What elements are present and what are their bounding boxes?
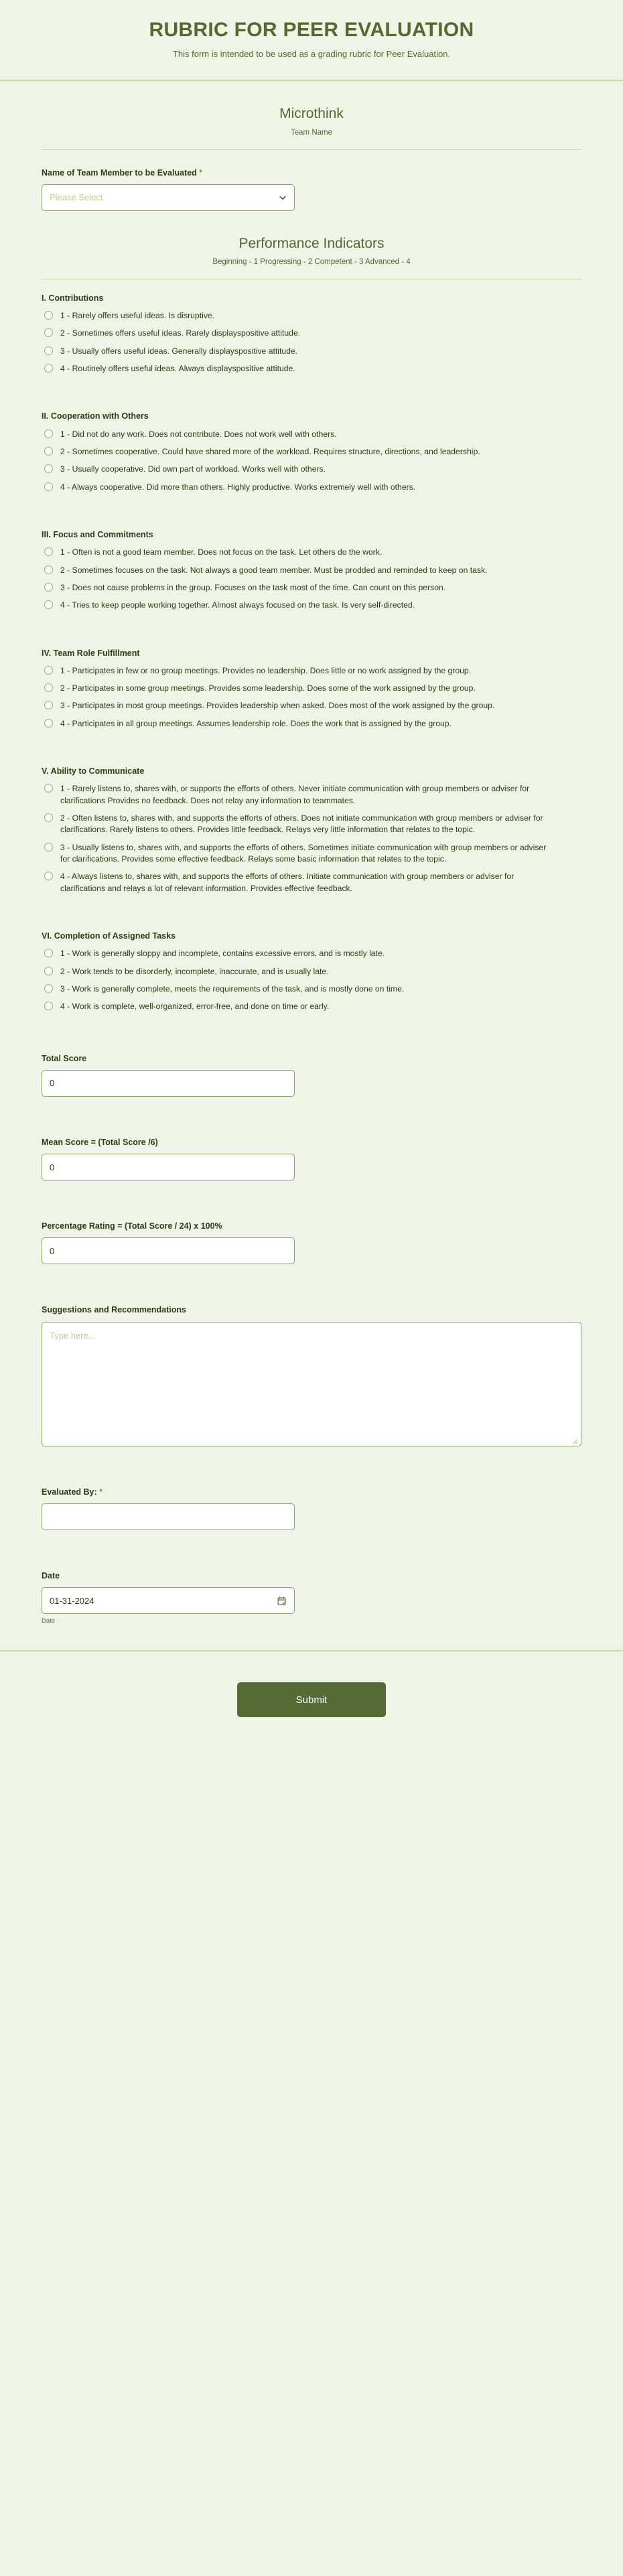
mean-score-value: 0 [50,1162,55,1172]
radio-option-label: 4 - Always listens to, shares with, and supports the efforts of others. Initiate communication with group members or adviser for clarifications and relays a lot of relevant information. Provides effective feedback. [60,872,514,893]
radio-option[interactable] [42,328,551,339]
submit-button[interactable]: Submit [237,1682,386,1717]
date-value: 01-31-2024 [50,1595,94,1606]
spacer [42,612,581,634]
radio-circle-icon[interactable] [44,583,53,592]
spacer [42,375,581,397]
percentage-rating-label: Percentage Rating = (Total Score / 24) x 100% [42,1221,222,1231]
member-select-value: Please Select [50,192,103,203]
radio-circle-icon[interactable] [44,364,53,372]
team-heading-block [42,81,581,149]
radio-circle-icon[interactable] [44,967,53,975]
radio-circle-icon[interactable] [44,949,53,957]
date-block [42,1553,581,1625]
radio-circle-icon[interactable] [44,482,53,491]
radio-option-label: 2 - Participates in some group meetings. Provides some leadership. Does some of the work assigned by the group. [60,683,476,693]
radio-option[interactable] [42,346,551,357]
percentage-rating-value: 0 [50,1245,55,1256]
percentage-rating-input[interactable] [42,1237,295,1264]
radio-circle-icon[interactable] [44,600,53,609]
radio-option-label: 3 - Usually listens to, shares with, and supports the efforts of others. Sometimes initiate communication with group members or adviser for clarifications. Provides some effective feedback. Relays some basic information that relates to the topic. [60,842,547,864]
team-section [0,81,623,210]
total-score-label: Total Score [42,1053,87,1063]
radio-option[interactable] [42,600,551,611]
spacer [42,1264,581,1287]
radio-circle-icon[interactable] [44,666,53,675]
radio-circle-icon[interactable] [44,464,53,473]
radio-option[interactable] [42,842,551,866]
radio-circle-icon[interactable] [44,328,53,337]
page-title: RUBRIC FOR PEER EVALUATION [149,19,474,41]
suggestions-placeholder: Type here... [50,1330,96,1341]
required-asterisk: * [99,1487,103,1497]
evaluated-by-label [42,1487,581,1497]
radio-group-team-role [42,634,581,730]
spacer [42,894,581,917]
mean-score-input[interactable] [42,1154,295,1180]
radio-option[interactable] [42,464,551,475]
evaluated-by-label-text: Evaluated By: [42,1487,97,1497]
percentage-rating-block [42,1203,581,1264]
radio-circle-icon[interactable] [44,872,53,880]
spacer [42,1446,581,1469]
radio-option[interactable] [42,984,551,995]
radio-circle-icon[interactable] [44,429,53,438]
radio-option-label: 4 - Always cooperative. Did more than others. Highly productive. Works extremely well with others. [60,482,416,492]
radio-option[interactable] [42,966,551,977]
radio-circle-icon[interactable] [44,843,53,852]
date-label: Date [42,1570,60,1580]
radio-group-completion [42,917,581,1013]
radio-option-label: 3 - Work is generally complete, meets the requirements of the task, and is mostly done on time. [60,984,405,994]
radio-option[interactable] [42,700,551,711]
radio-option[interactable] [42,813,551,836]
evaluated-by-input[interactable] [42,1503,295,1530]
radio-option-label: 3 - Usually cooperative. Did own part of workload. Works well with others. [60,464,326,474]
radio-option[interactable] [42,429,551,440]
resize-handle-icon[interactable] [571,1436,578,1444]
radio-option-label: 4 - Routinely offers useful ideas. Always displayspositive attitude. [60,364,295,374]
radio-option-label: 3 - Usually offers useful ideas. Generally displayspositive attitude. [60,346,298,356]
spacer [42,1097,581,1120]
radio-circle-icon[interactable] [44,311,53,320]
radio-circle-icon[interactable] [44,701,53,709]
radio-option[interactable] [42,363,551,375]
radio-option-label: 1 - Rarely listens to, shares with, or supports the efforts of others. Never initiate communication with group members or adviser for clarifications Provides no feedback. Does not relay any information to teammates. [60,784,530,805]
radio-option[interactable] [42,482,551,493]
radio-option-label: 3 - Participates in most group meetings. Provides leadership when asked. Does most of the work assigned by the group. [60,701,495,711]
radio-option[interactable] [42,310,551,322]
radio-circle-icon[interactable] [44,784,53,793]
radio-option[interactable] [42,718,551,730]
chevron-down-icon [279,194,287,202]
radio-group-title: II. Cooperation with Others [42,411,149,421]
radio-circle-icon[interactable] [44,447,53,456]
radio-group-contributions [42,279,581,375]
radio-group-title: V. Ability to Communicate [42,766,145,776]
calendar-icon[interactable] [277,1596,287,1606]
date-input[interactable] [42,1587,295,1614]
radio-circle-icon[interactable] [44,547,53,556]
mean-score-block [42,1120,581,1180]
radio-group-focus [42,516,581,612]
indicators-heading-block [42,211,581,279]
radio-option-label: 1 - Work is generally sloppy and incomplete, contains excessive errors, and is mostly late. [60,949,385,959]
radio-option-label: 4 - Work is complete, well-organized, error-free, and done on time or early. [60,1002,330,1012]
radio-option[interactable] [42,446,551,458]
radio-option[interactable] [42,582,551,594]
radio-circle-icon[interactable] [44,984,53,993]
radio-option[interactable] [42,871,551,894]
spacer [42,730,581,752]
radio-circle-icon[interactable] [44,565,53,574]
radio-group-cooperation [42,397,581,493]
form-header [0,0,623,81]
team-name-caption: Team Name [291,128,332,137]
radio-option-label: 4 - Participates in all group meetings. Assumes leadership role. Does the work that is assigned by the group. [60,718,452,728]
radio-option-label: 2 - Work tends to be disorderly, incomplete, inaccurate, and is usually late. [60,966,329,976]
evaluated-by-block [42,1469,581,1530]
radio-group-title: I. Contributions [42,293,104,303]
member-field-label-text: Name of Team Member to be Evaluated [42,167,197,178]
radio-group-title: VI. Completion of Assigned Tasks [42,931,176,941]
spacer [42,1013,581,1036]
total-score-block [42,1036,581,1097]
suggestions-label: Suggestions and Recommendations [42,1305,187,1315]
page-subtitle: This form is intended to be used as a grading rubric for Peer Evaluation. [172,48,451,59]
performance-indicators-section [0,211,623,1625]
spacer [42,1180,581,1203]
radio-option-label: 2 - Sometimes offers useful ideas. Rarely displayspositive attitude. [60,328,301,338]
radio-option[interactable] [42,665,551,677]
radio-option-label: 1 - Rarely offers useful ideas. Is disruptive. [60,311,215,321]
radio-circle-icon[interactable] [44,683,53,692]
date-sublabel: Date [42,1617,56,1625]
member-select[interactable] [42,184,295,211]
member-field-label [42,167,581,178]
radio-circle-icon[interactable] [44,719,53,728]
radio-group-title: III. Focus and Commitments [42,530,153,540]
radio-option-label: 3 - Does not cause problems in the group. Focuses on the task most of the time. Can count on this person. [60,582,446,592]
mean-score-label: Mean Score = (Total Score /6) [42,1137,158,1147]
team-name: Microthink [279,106,344,122]
suggestions-block [42,1287,581,1446]
radio-option-label: 4 - Tries to keep people working together. Almost always focused on the task. Is very self-directed. [60,600,415,610]
radio-option[interactable] [42,948,551,959]
indicators-title: Performance Indicators [238,235,385,251]
radio-option-label: 1 - Did not do any work. Does not contribute. Does not work well with others. [60,429,337,439]
radio-group-communicate [42,752,581,894]
radio-group-title: IV. Team Role Fulfillment [42,648,140,658]
radio-option[interactable] [42,1001,551,1012]
spacer [42,493,581,516]
radio-option-label: 2 - Often listens to, shares with, and supports the efforts of others. Does not initiate communication with group members or adviser for clarifications. Rarely listens to others. Provides little feedback. Relays very little information that relates to the topic. [60,813,543,835]
radio-option-label: 2 - Sometimes focuses on the task. Not always a good team member. Must be prodded and reminded to keep on task. [60,565,488,575]
suggestions-textarea[interactable] [42,1322,581,1446]
radio-option-label: 1 - Often is not a good team member. Does not focus on the task. Let others do the work. [60,547,383,557]
radio-circle-icon[interactable] [44,813,53,822]
member-field-block [42,150,581,211]
radio-option-label: 2 - Sometimes cooperative. Could have shared more of the workload. Requires structure, directions, and leadership. [60,447,480,457]
radio-circle-icon[interactable] [44,1002,53,1010]
total-score-input[interactable] [42,1070,295,1097]
radio-option[interactable] [42,547,551,558]
required-asterisk: * [199,167,203,178]
radio-option[interactable] [42,565,551,576]
radio-circle-icon[interactable] [44,346,53,355]
radio-option-label: 1 - Participates in few or no group meetings. Provides no leadership. Does little or no work assigned by the group. [60,665,472,675]
radio-option[interactable] [42,683,551,694]
radio-option[interactable] [42,783,551,807]
total-score-value: 0 [50,1078,55,1089]
submit-area [0,1651,623,1757]
spacer [42,1530,581,1553]
indicators-scale: Beginning - 1 Progressing - 2 Competent - 3 Advanced - 4 [212,257,411,266]
